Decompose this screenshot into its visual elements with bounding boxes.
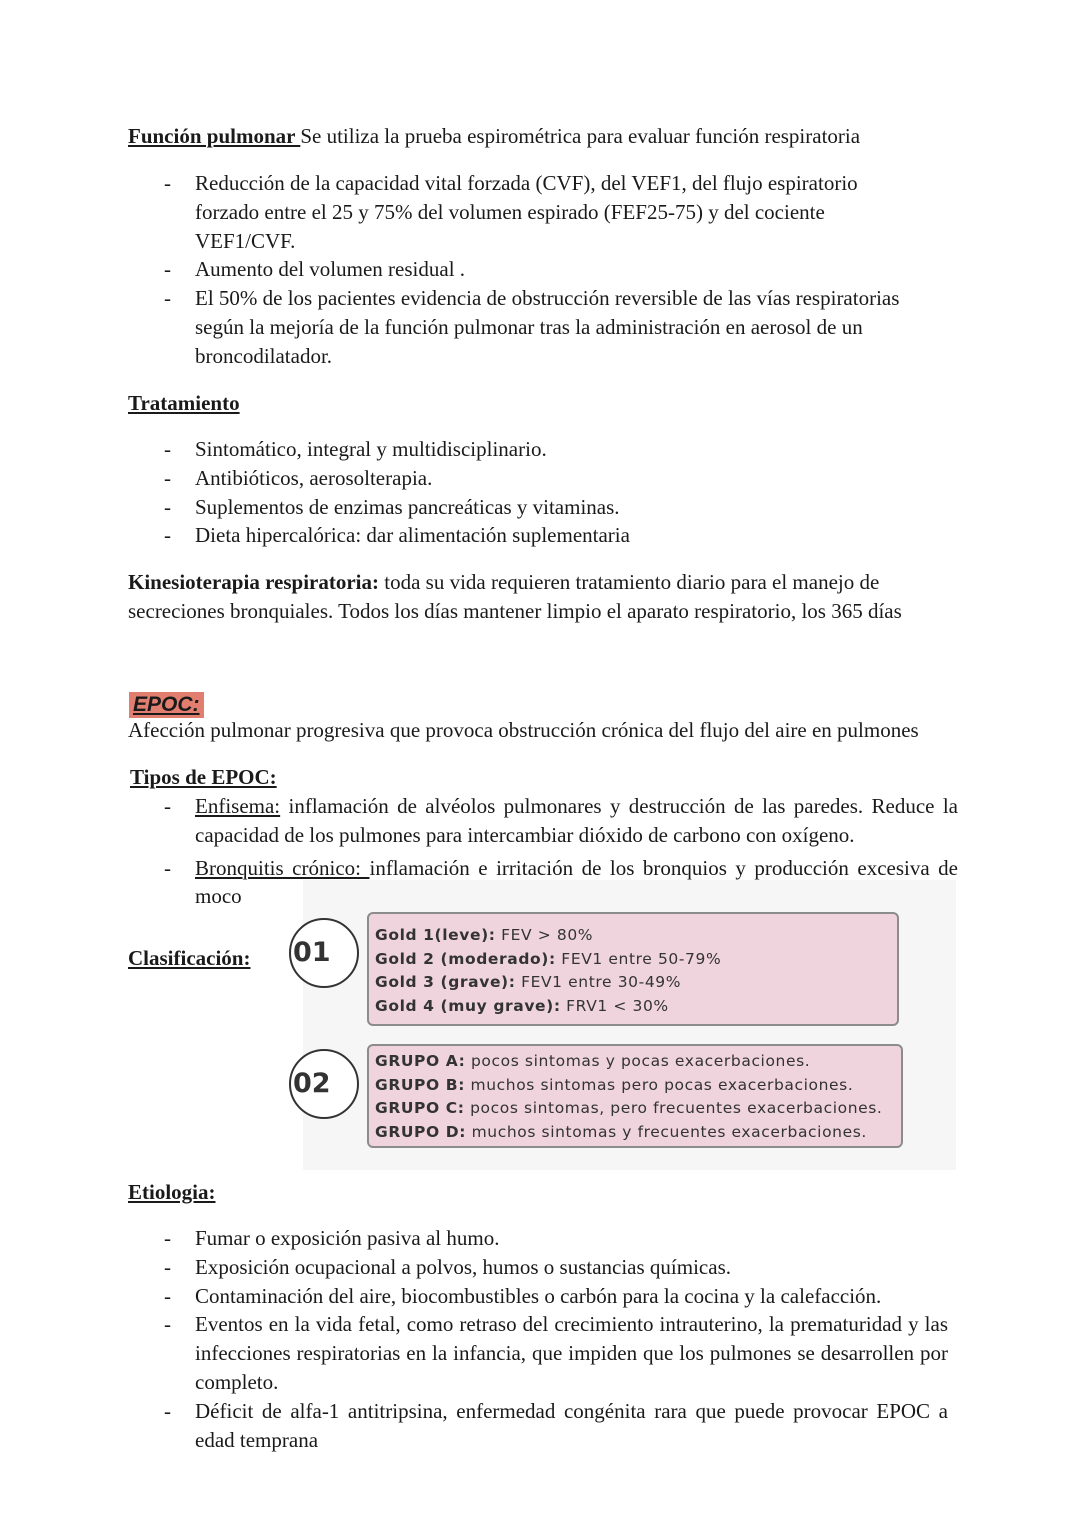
gold-row: Gold 2 (moderado): FEV1 entre 50-79% [375, 949, 722, 968]
grupo-row: GRUPO B: muchos sintomas pero pocas exacerbaciones. [375, 1075, 854, 1094]
kinesio-heading: Kinesioterapia respiratoria: [128, 570, 379, 594]
grupo-number-badge [289, 1049, 359, 1119]
tipo-term: Bronquitis crónico: [195, 855, 370, 880]
list-item: - Déficit de alfa-1 antitripsina, enfermedad congénita rara que puede provocar EPOC a edad temprana [128, 1397, 948, 1455]
list-item: - Exposición ocupacional a polvos, humos o sustancias químicas. [128, 1253, 948, 1282]
list-item: - Aumento del volumen residual . [128, 255, 918, 284]
gold-row: Gold 4 (muy grave): FRV1 < 30% [375, 996, 669, 1015]
gold-card [367, 912, 899, 1026]
list-item: - Sintomático, integral y multidisciplinario. [128, 435, 958, 464]
grupo-row: GRUPO C: pocos sintomas, pero frecuentes exacerbaciones. [375, 1099, 883, 1117]
grupo-row: GRUPO A: pocos sintomas y pocas exacerbaciones. [375, 1052, 811, 1070]
grupo-card [367, 1044, 903, 1148]
tratamiento-heading: Tratamiento [128, 391, 240, 415]
kinesio-line-1 [128, 568, 879, 596]
list-item: - Suplementos de enzimas pancreáticas y vitaminas. [128, 493, 958, 522]
list-item: - Reducción de la capacidad vital forzada (CVF), del VEF1, del flujo espiratorio forzado entre el 25 y 75% del volumen espirado (FEF25-75) y del cociente VEF1/CVF. [128, 169, 918, 255]
tratamiento-list [128, 435, 958, 550]
kinesio-line-2: secreciones bronquiales. Todos los días mantener limpio el aparato respiratorio, los 365 días [128, 599, 902, 623]
tipos-heading: Tipos de EPOC: [130, 765, 277, 789]
list-item: - Antibióticos, aerosolterapia. [128, 464, 958, 493]
funcion-pulmonar-heading: Función pulmonar [128, 124, 301, 148]
tipo-text: inflamación de alvéolos pulmonares y destrucción de las paredes. Reduce la capacidad de los pulmones para intercambiar dióxido de carbono con oxígeno. [195, 794, 958, 847]
gold-row: Gold 3 (grave): FEV1 entre 30-49% [375, 973, 682, 991]
tipo-term: Enfisema: [195, 794, 281, 818]
clasificacion-heading: Clasificación: [128, 946, 251, 970]
gold-row: Gold 1(leve): FEV > 80% [375, 926, 594, 944]
gold-number: 01 [293, 937, 331, 968]
classification-figure [293, 880, 956, 1170]
funcion-pulmonar-list [128, 169, 918, 371]
etiologia-list [128, 1224, 948, 1454]
grupo-number: 02 [293, 1068, 331, 1099]
list-item: - Eventos en la vida fetal, como retraso del crecimiento intrauterino, la prematuridad y las infecciones respiratorias en la infancia, que impiden que los pulmones se desarrollen por completo. [128, 1310, 948, 1396]
tipo-text: inflamación e irritación de los bronquios y producción excesiva de moco [195, 855, 958, 909]
epoc-tag: EPOC: [129, 692, 204, 718]
list-item: - Fumar o exposición pasiva al humo. [128, 1224, 948, 1253]
list-item: - El 50% de los pacientes evidencia de obstrucción reversible de las vías respiratorias según la mejoría de la función pulmonar tras la administración en aerosol de un broncodilatador. [128, 284, 918, 370]
epoc-definition: Afección pulmonar progresiva que provoca obstrucción crónica del flujo del aire en pulmones [128, 718, 919, 742]
list-item: - Contaminación del aire, biocombustibles o carbón para la cocina y la calefacción. [128, 1282, 948, 1311]
funcion-pulmonar-text: Se utiliza la prueba espirométrica para evaluar función respiratoria [300, 124, 861, 148]
grupo-row: GRUPO D: muchos sintomas y frecuentes exacerbaciones. [375, 1122, 867, 1141]
etiologia-heading: Etiologia: [128, 1180, 216, 1204]
list-item: - Dieta hipercalórica: dar alimentación suplementaria [128, 521, 958, 550]
list-item [128, 792, 958, 850]
funcion-pulmonar-line [128, 122, 860, 150]
kinesio-text-1: toda su vida requieren tratamiento diario para el manejo de [379, 570, 880, 594]
gold-number-badge [289, 918, 359, 988]
